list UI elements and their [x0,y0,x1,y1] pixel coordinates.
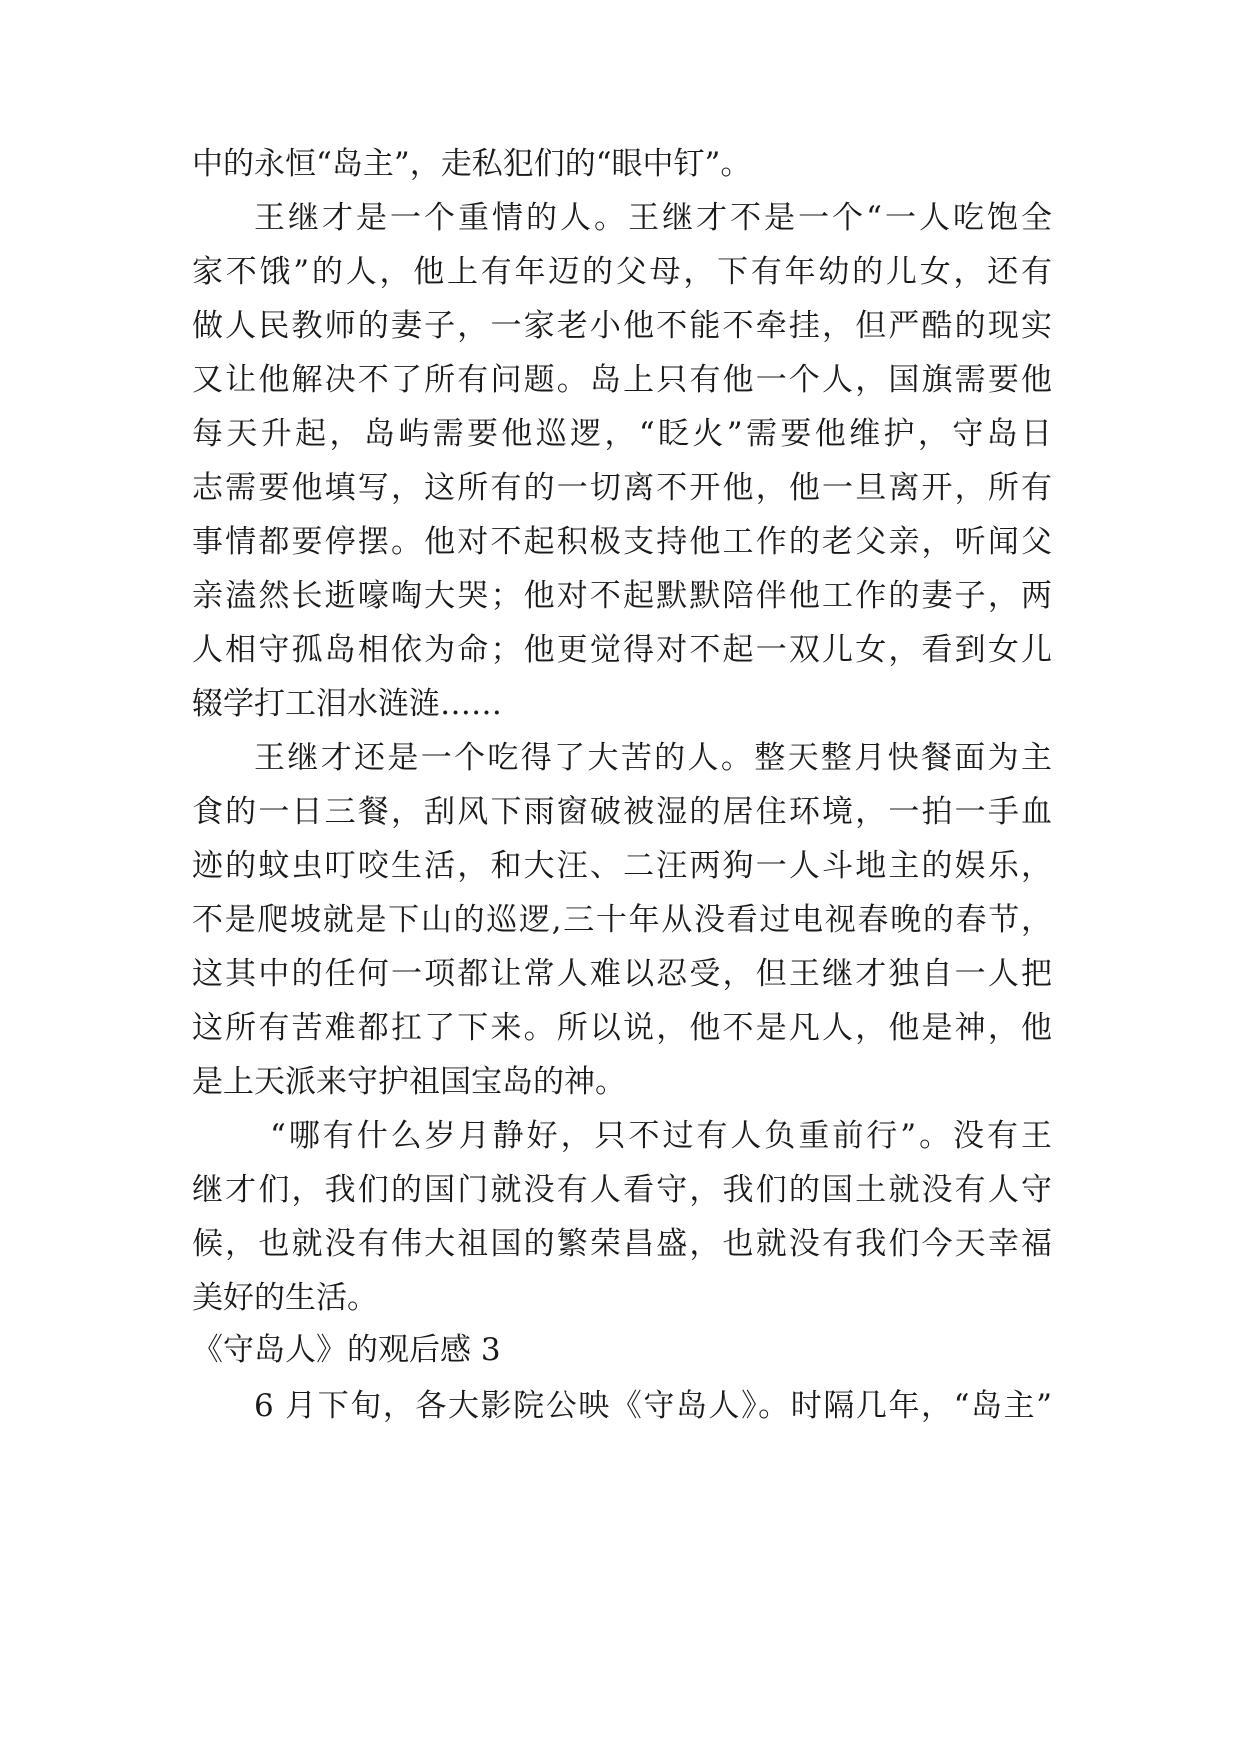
text-line: 不是爬坡就是下山的巡逻,三十年从没看过电视春晚的春节， [192,902,1052,938]
text-line: 每天升起，岛屿需要他巡逻，“眨火”需要他维护，守岛日 [192,416,1052,452]
text-line: 王继才是一个重情的人。王继才不是一个“一人吃饱全 [254,200,1052,236]
text-line: 又让他解决不了所有问题。岛上只有他一个人，国旗需要他 [192,362,1052,398]
text-line: 继才们，我们的国门就没有人看守，我们的国土就没有人守 [192,1172,1052,1208]
text-line: 做人民教师的妻子，一家老小他不能不牵挂，但严酷的现实 [192,308,1052,344]
text-line: “哪有什么岁月静好，只不过有人负重前行”。没有王 [270,1118,1052,1154]
text-line: 这其中的任何一项都让常人难以忍受，但王继才独自一人把 [192,956,1052,992]
text-line: 迹的蚊虫叮咬生活，和大汪、二汪两狗一人斗地主的娱乐， [192,848,1052,884]
text-line: 这所有苦难都扛了下来。所以说，他不是凡人，他是神，他 [192,1010,1052,1046]
text-line: 辍学打工泪水涟涟…… [192,686,502,722]
text-line: 美好的生活。 [192,1280,378,1316]
text-line: 亲溘然长逝嚎啕大哭；他对不起默默陪伴他工作的妻子，两 [192,578,1052,614]
text-line: 事情都要停摆。他对不起积极支持他工作的老父亲，听闻父 [192,524,1052,560]
text-line: 食的一日三餐，刮风下雨窗破被湿的居住环境，一拍一手血 [192,794,1052,830]
text-line: 候，也就没有伟大祖国的繁荣昌盛，也就没有我们今天幸福 [192,1226,1052,1262]
text-line: 王继才还是一个吃得了大苦的人。整天整月快餐面为主 [254,740,1052,776]
text-line: 志需要他填写，这所有的一切离不开他，他一旦离开，所有 [192,470,1052,506]
text-line: 6 月下旬，各大影院公映《守岛人》。时隔几年，“岛主” [254,1388,1052,1424]
text-line: 家不饿”的人，他上有年迈的父母，下有年幼的儿女，还有 [192,254,1052,290]
text-line: 中的永恒“岛主”，走私犯们的“眼中钉”。 [192,146,752,182]
text-line: 人相守孤岛相依为命；他更觉得对不起一双儿女，看到女儿 [192,632,1052,668]
text-line: 是上天派来守护祖国宝岛的神。 [192,1064,626,1100]
section-heading: 《守岛人》的观后感 3 [192,1332,501,1368]
